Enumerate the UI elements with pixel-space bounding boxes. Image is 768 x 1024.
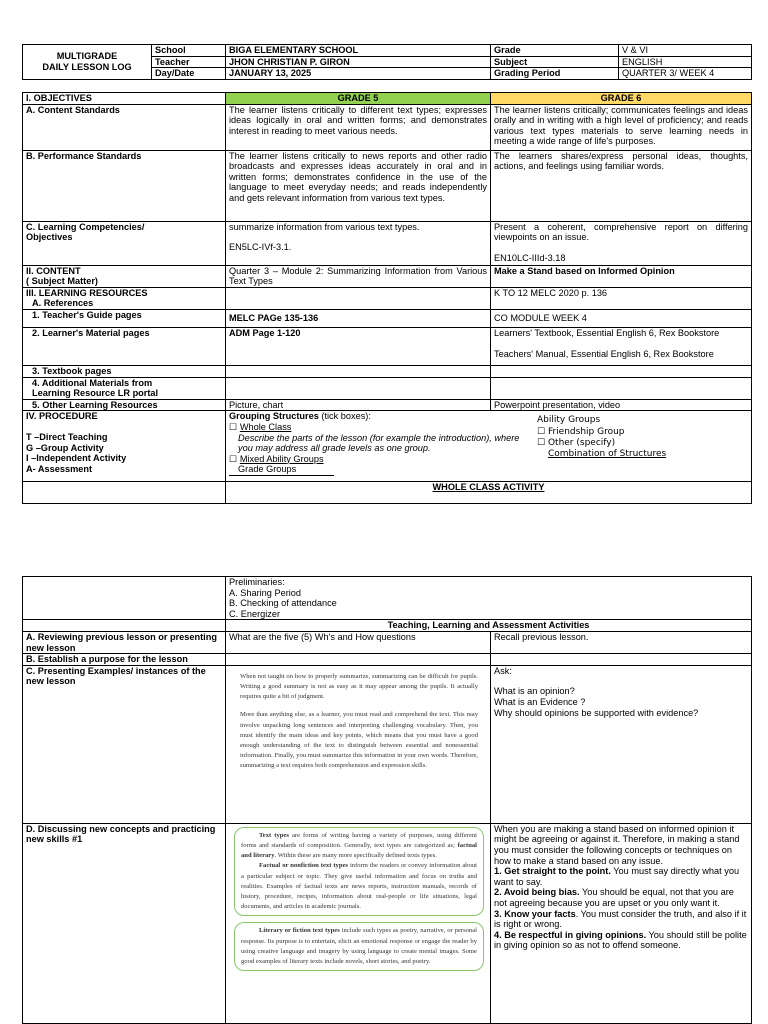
lesson-log-table-2 (22, 576, 752, 1024)
discussing-g6-intro: When you are making a stand based on informed opinion it might be agreeing or against it. Therefore, in making a stand you must consider the following concepts or techniques on how to make a stand based on any issue. (494, 823, 740, 866)
legend-group-activity: G –Group Activity (26, 442, 104, 453)
review-label: A. Reviewing previous lesson or presenting new lesson (23, 631, 226, 653)
prelim-energizer: C. Energizer (229, 608, 281, 619)
preliminaries (226, 577, 752, 620)
activities-title: Teaching, Learning and Assessment Activities (226, 620, 752, 632)
content-label: II. CONTENT ( Subject Matter) (23, 265, 226, 287)
grade5-header: GRADE 5 (226, 93, 491, 105)
mixed-ability-option: Mixed Ability Groups (239, 453, 324, 464)
review-g6: Recall previous lesson. (491, 631, 752, 653)
tip-1 (494, 866, 748, 887)
lm-g6-textbook: Learners' Textbook, Essential English 6, Rex Bookstore (494, 327, 720, 338)
lesson-log-table-1 (22, 44, 752, 80)
examples-g6-q1: What is an opinion? (494, 686, 575, 697)
school-label: School (152, 45, 226, 57)
tip-4-title: 4. Be respectful in giving opinions. (494, 929, 647, 940)
other-checkbox[interactable]: ☐ (537, 437, 546, 448)
content-standards-label: A. Content Standards (23, 104, 226, 150)
whole-class-activity: WHOLE CLASS ACTIVITY (226, 482, 752, 504)
log-title: MULTIGRADE DAILY LESSON LOG (23, 45, 152, 80)
friendship-checkbox[interactable]: ☐ (537, 426, 546, 437)
other-resources-label: 5. Other Learning Resources (23, 399, 226, 411)
additional-g6 (491, 377, 752, 399)
grouping-structures (226, 411, 752, 482)
factual-term: Factual or nonfiction text types (259, 862, 348, 870)
other-g5: Picture, chart (226, 399, 491, 411)
whole-class-checkbox[interactable]: ☐ (229, 421, 238, 432)
combination-option: Combination of Structures (548, 448, 667, 459)
grade6-header: GRADE 6 (491, 93, 752, 105)
text-types-term: Text types (259, 831, 289, 839)
grouping-hint: (tick boxes): (318, 411, 371, 422)
activities-empty (23, 620, 226, 632)
competencies-g6-code: EN10LC-IIId-3.18 (494, 252, 566, 263)
performance-standards-g5: The learner listens critically to news reports and other radio broadcasts and expresses ideas accurately in oral and in written forms; demonstrates confidence in the use of the language to meet everyday needs; and reads independently and gets relevant information from various text types. (226, 150, 491, 221)
textbook-g5 (226, 365, 491, 377)
whole-class-description: Describe the parts of the lesson (for example the introduction), where you may address all grade levels as one group. (238, 432, 520, 454)
tip-3-title: 3. Know your facts (494, 908, 576, 919)
friendship-option: Friendship Group (547, 426, 625, 437)
tip-2-title: 2. Avoid being bias. (494, 887, 580, 898)
lm-g6-manual: Teachers' Manual, Essential English 6, Rex Bookstore (494, 348, 714, 359)
text-types-box (234, 827, 484, 917)
tip-2-text: You should be equal, not that you are not agreeing because you are upset or you only want it. (494, 887, 734, 908)
grouping-title: Grouping Structures (229, 411, 319, 422)
performance-standards-label: B. Performance Standards (23, 150, 226, 221)
competencies-g5-code: EN5LC-IVf-3.1. (229, 242, 292, 253)
text-types-def: are forms of writing having a variety of purposes, using different forms and standards of composition. Generally, text types are categorized as; (241, 831, 477, 849)
additional-g5 (226, 377, 491, 399)
grouping-right-column (537, 415, 666, 460)
procedure-title: IV. PROCEDURE (26, 411, 98, 422)
examples-g5-paragraph-2: More than anything else, as a learner, you must read and comprehend the text. This may involve unpacking long sentences and interpreting challenging vocabulary. Then, you must identify the main ideas and key points, which means that you must have a good enough understanding of the text to distinguish between essential and nonessential information. Finally, you must summarize this information in your own words. Therefore, summarizing a text requires both comprehension and expression skills. (240, 711, 478, 770)
tip-4-text: You should still be polite in giving opinion so as not to offend someone. (494, 929, 747, 951)
content-standards-g6: The learner listens critically; communicates feelings and ideas orally and in writing with a high level of proficiency; and reads various text types materials to serve learning needs in meeting a wide range of life's purposes. (491, 104, 752, 150)
tip-3-text: . You must consider the truth, and also if it is right or wrong. (494, 908, 747, 930)
purpose-g6 (491, 654, 752, 666)
factual-literary-term: factual and literary (241, 841, 477, 860)
textbook-label: 3. Textbook pages (23, 365, 226, 377)
prelim-sharing: A. Sharing Period (229, 587, 302, 598)
content-g5: Quarter 3 – Module 2: Summarizing Information from Various Text Types (226, 265, 491, 287)
subject-value: ENGLISH (619, 56, 752, 68)
examples-label: C. Presenting Examples/ instances of the new lesson (23, 665, 226, 823)
examples-g5 (226, 665, 491, 823)
lm-g5: ADM Page 1-120 (226, 327, 491, 365)
objectives-title: I. OBJECTIVES (23, 93, 226, 105)
whole-class-empty (23, 482, 226, 504)
examples-g6-q3: Why should opinions be supported with evidence? (494, 707, 699, 718)
examples-g6 (491, 665, 752, 823)
tg-g6: CO MODULE WEEK 4 (491, 309, 752, 327)
tip-2 (494, 887, 748, 908)
competencies-g5-text: summarize information from various text types. (229, 221, 420, 232)
discussing-g5 (226, 823, 491, 1023)
references-label: A. References (32, 298, 94, 309)
mixed-ability-checkbox[interactable]: ☐ (229, 453, 238, 464)
discussing-label: D. Discussing new concepts and practicing new skills #1 (23, 823, 226, 1023)
legend-direct-teaching: T –Direct Teaching (26, 431, 108, 442)
competencies-g6-text: Present a coherent, comprehensive report on differing viewpoints on an issue. (494, 221, 748, 243)
literary-term: Literary or fiction text types (259, 927, 340, 935)
grade-label: Grade (491, 45, 619, 57)
resources-title: III. LEARNING RESOURCES (26, 287, 148, 298)
lesson-log-table-main (22, 92, 752, 504)
review-g5: What are the five (5) Wh's and How questions (226, 631, 491, 653)
tg-g5: MELC PAGe 135-136 (226, 309, 491, 327)
prelim-title: Preliminaries: (229, 577, 285, 587)
factual-def: inform the readers or convey information about a particular subject or topic. They give useful information and focus on truths and realities. Examples of factual texts are news reports, instruction manuals, records of history, procedure, recipes, information about real-people or life situations, legal documents, and articles in academic journals. (241, 862, 477, 911)
tip-1-title: 1. Get straight to the point. (494, 866, 611, 877)
school-value: BIGA ELEMENTARY SCHOOL (226, 45, 491, 57)
tip-3 (494, 909, 748, 930)
content-standards-g5: The learner listens critically to different text types; expresses ideas logically in oral and written forms; and demonstrates interest in reading to meet various needs. (226, 104, 491, 150)
purpose-g5 (226, 654, 491, 666)
performance-standards-g6: The learners shares/express personal ideas, thoughts, actions, and feelings using familiar words. (491, 150, 752, 221)
lm-label: 2. Learner's Material pages (23, 327, 226, 365)
purpose-label: B. Establish a purpose for the lesson (23, 654, 226, 666)
procedure-label (23, 411, 226, 482)
resources-g6: K TO 12 MELC 2020 p. 136 (491, 287, 752, 309)
teacher-value: JHON CHRISTIAN P. GIRON (226, 56, 491, 68)
text-types-def-end: . Within these are many more specifically defined texts types. (274, 852, 437, 860)
date-label: Day/Date (152, 68, 226, 80)
grade-value: V & VI (619, 45, 752, 57)
content-g6: Make a Stand based on Informed Opinion (491, 265, 752, 287)
competencies-label: C. Learning Competencies/ Objectives (23, 221, 226, 265)
grade-groups-option: Grade Groups (229, 464, 334, 476)
textbook-g6 (491, 365, 752, 377)
examples-g5-paragraph-1: When not taught on how to properly summarize, summarizing can be difficult for pupils. Writing a good summary is not as easy as it may appear among the pupils. It actually requires quite a bit of judgment. (240, 672, 478, 701)
lm-g6 (491, 327, 752, 365)
examples-g6-q2: What is an Evidence ? (494, 696, 586, 707)
tip-1-text: You must say directly what you want to say. (494, 866, 740, 887)
tg-label: 1. Teacher's Guide pages (23, 309, 226, 327)
discussing-g6 (491, 823, 752, 1023)
resources-label (23, 287, 226, 309)
prelim-attendance: B. Checking of attendance (229, 598, 337, 609)
other-g6: Powerpoint presentation, video (491, 399, 752, 411)
prelim-empty (23, 577, 226, 620)
competencies-g5 (226, 221, 491, 265)
legend-assessment: A- Assessment (26, 463, 93, 474)
legend-independent-activity: I –Independent Activity (26, 453, 127, 464)
period-label: Grading Period (491, 68, 619, 80)
literary-box (234, 922, 484, 971)
examples-g6-ask: Ask: (494, 665, 512, 676)
resources-g5 (226, 287, 491, 309)
ability-groups-option: Ability Groups (537, 415, 601, 426)
period-value: QUARTER 3/ WEEK 4 (619, 68, 752, 80)
competencies-g6 (491, 221, 752, 265)
additional-materials-label: 4. Additional Materials from Learning Resource LR portal (23, 377, 226, 399)
literary-def: include such types as poetry, narrative, or personal response. Its purpose is to entertain, elicit an emotional response or engage the reader by using creative language and imagery by using language to create mental images. Some good examples of literary texts include novels, short stories, and poetry. (241, 927, 477, 965)
teacher-label: Teacher (152, 56, 226, 68)
other-option: Other (specify) (547, 437, 616, 448)
date-value: JANUARY 13, 2025 (226, 68, 491, 80)
subject-label: Subject (491, 56, 619, 68)
whole-class-option: Whole Class (239, 421, 292, 432)
tip-4 (494, 930, 748, 951)
